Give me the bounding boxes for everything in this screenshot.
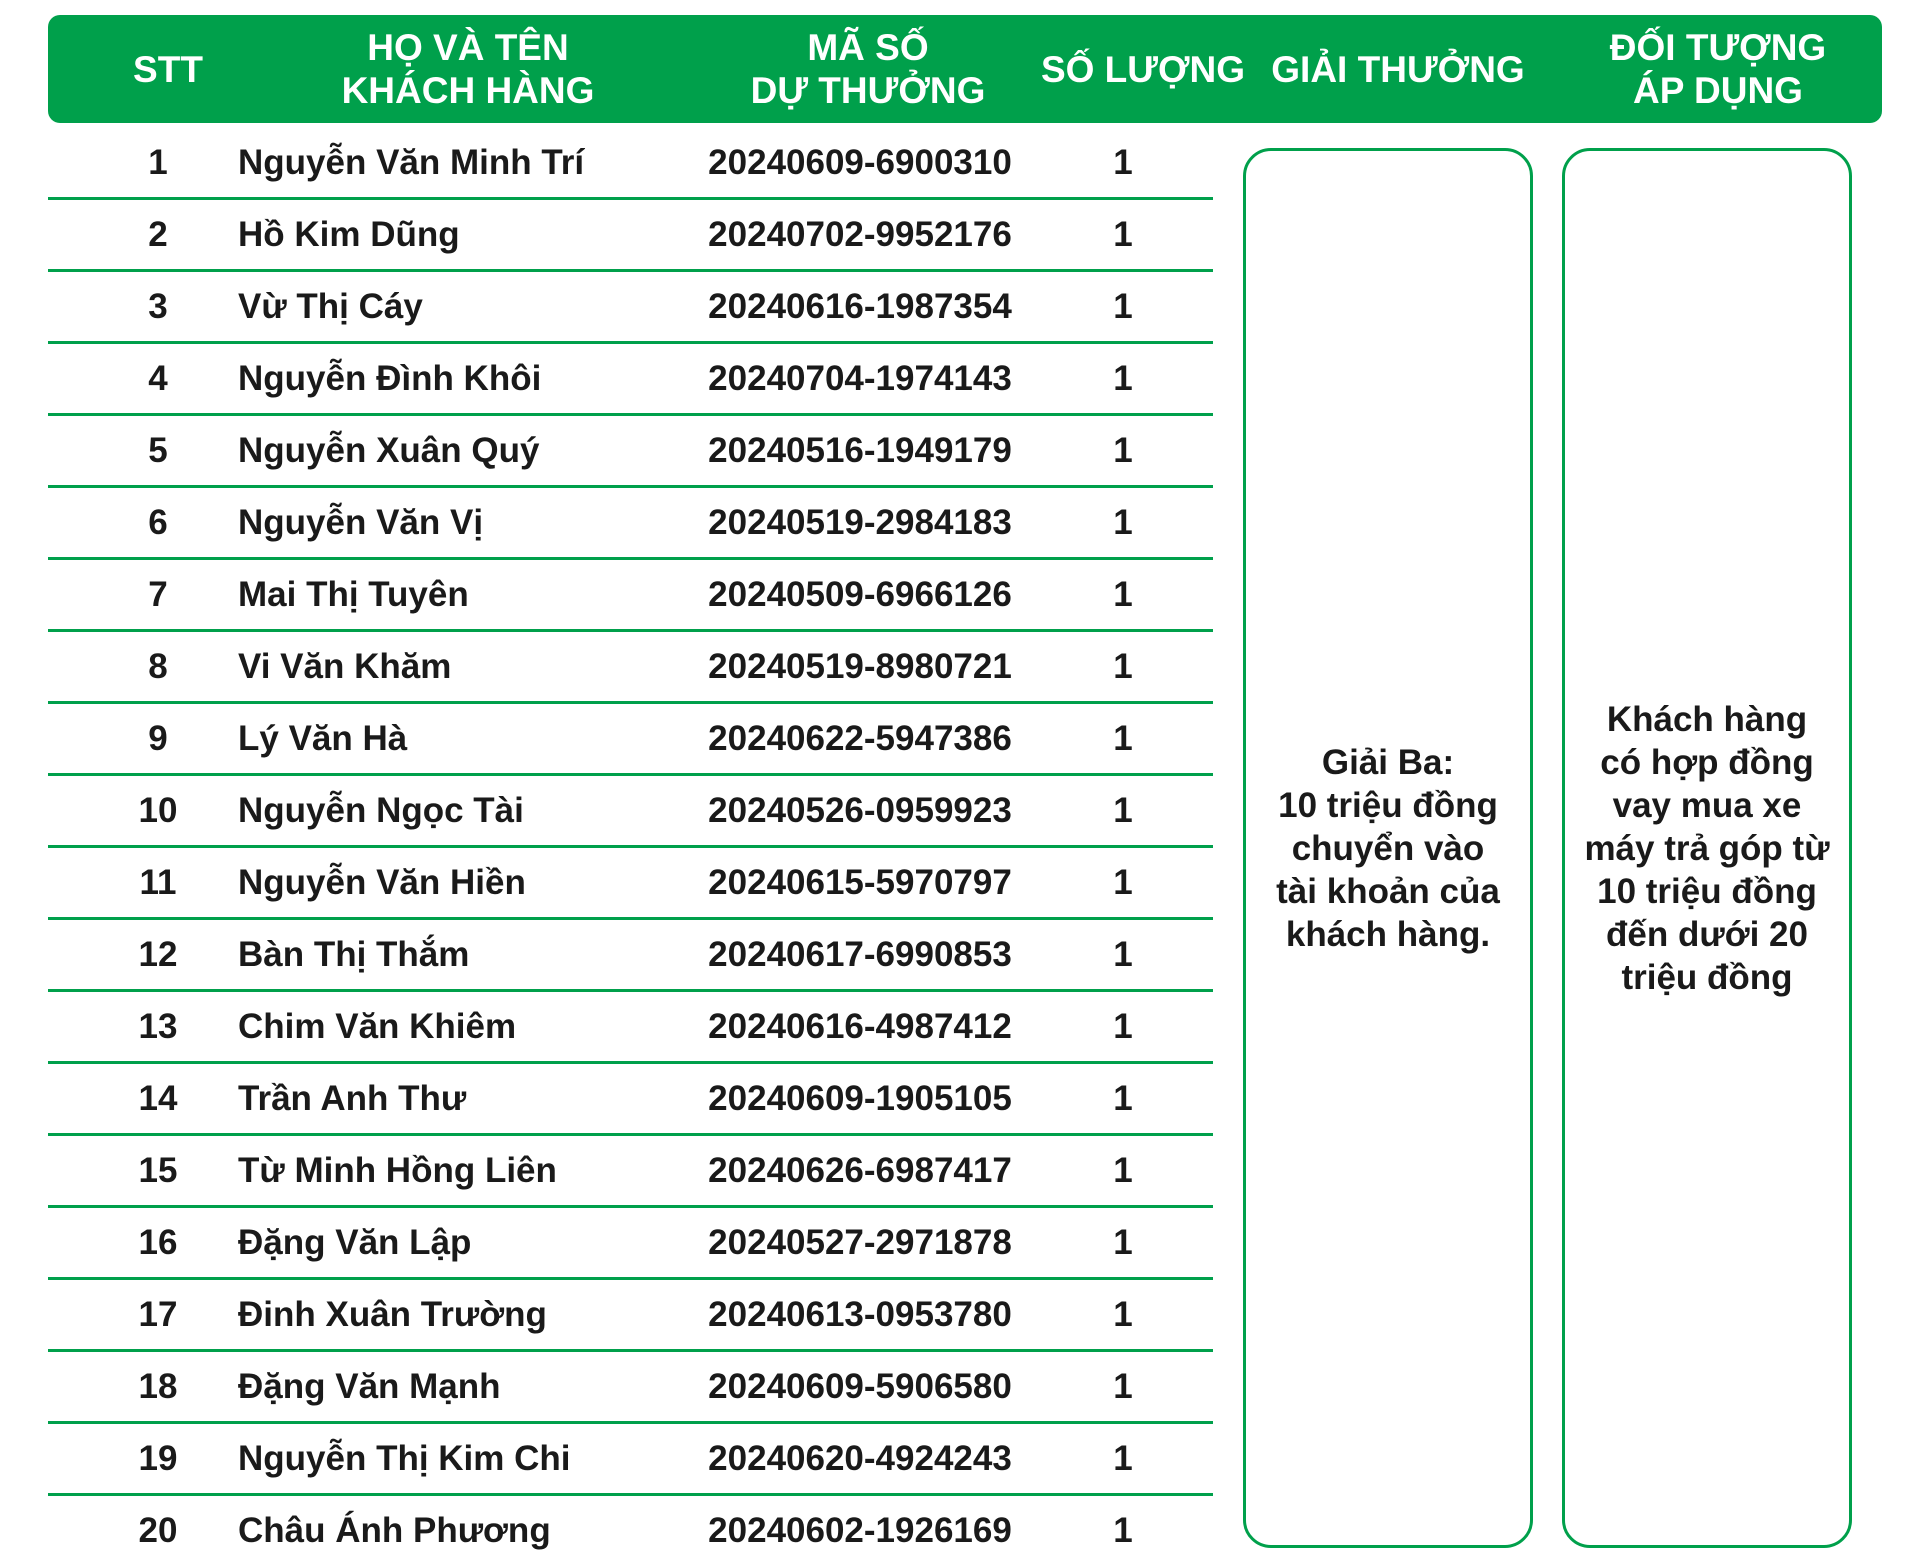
row-code: 20240509-6966126	[708, 574, 1012, 614]
header-stt: STT	[133, 48, 203, 90]
row-name: Trần Anh Thư	[238, 1078, 467, 1118]
row-quantity: 1	[1113, 1438, 1133, 1478]
row-code: 20240516-1949179	[708, 430, 1012, 470]
row-name: Nguyễn Thị Kim Chi	[238, 1438, 571, 1478]
row-quantity: 1	[1113, 1150, 1133, 1190]
row-stt: 15	[138, 1150, 178, 1190]
table-row	[48, 1136, 1213, 1208]
row-stt: 5	[148, 430, 168, 470]
row-name: Từ Minh Hồng Liên	[238, 1150, 557, 1190]
row-quantity: 1	[1113, 1366, 1133, 1406]
row-code: 20240519-2984183	[708, 502, 1012, 542]
row-quantity: 1	[1113, 286, 1133, 326]
row-name: Chim Văn Khiêm	[238, 1006, 517, 1046]
row-quantity: 1	[1113, 1078, 1133, 1118]
row-code: 20240702-9952176	[708, 214, 1012, 254]
row-code: 20240616-1987354	[708, 286, 1012, 326]
row-code: 20240626-6987417	[708, 1150, 1012, 1190]
table-row	[48, 632, 1213, 704]
row-code: 20240615-5970797	[708, 862, 1012, 902]
row-name: Nguyễn Văn Hiền	[238, 862, 526, 902]
row-stt: 8	[148, 646, 168, 686]
row-name: Nguyễn Ngọc Tài	[238, 790, 524, 830]
row-code: 20240527-2971878	[708, 1222, 1012, 1262]
row-code: 20240602-1926169	[708, 1510, 1012, 1550]
row-name: Vi Văn Khăm	[238, 646, 452, 686]
row-stt: 12	[138, 934, 178, 974]
prize-box: Giải Ba: 10 triệu đồng chuyển vào tài khoản của khách hàng.	[1243, 148, 1533, 1548]
table-header	[48, 15, 1882, 123]
row-stt: 13	[138, 1006, 178, 1046]
row-quantity: 1	[1113, 646, 1133, 686]
row-stt: 2	[148, 214, 168, 254]
row-code: 20240519-8980721	[708, 646, 1012, 686]
row-name: Nguyễn Xuân Quý	[238, 430, 540, 470]
row-stt: 16	[138, 1222, 178, 1262]
row-quantity: 1	[1113, 214, 1133, 254]
row-stt: 6	[148, 502, 168, 542]
header-code: MÃ SỐ DỰ THƯỞNG	[750, 27, 986, 111]
row-quantity: 1	[1113, 1222, 1133, 1262]
table-row	[48, 1424, 1213, 1496]
row-quantity: 1	[1113, 934, 1133, 974]
row-quantity: 1	[1113, 1510, 1133, 1550]
row-code: 20240609-5906580	[708, 1366, 1012, 1406]
row-quantity: 1	[1113, 574, 1133, 614]
row-code: 20240622-5947386	[708, 718, 1012, 758]
row-code: 20240704-1974143	[708, 358, 1012, 398]
table-row	[48, 1208, 1213, 1280]
row-stt: 14	[138, 1078, 178, 1118]
row-stt: 19	[138, 1438, 178, 1478]
row-stt: 1	[148, 142, 168, 182]
table-row	[48, 488, 1213, 560]
table-row	[48, 1064, 1213, 1136]
table-row	[48, 200, 1213, 272]
table-row	[48, 416, 1213, 488]
row-quantity: 1	[1113, 502, 1133, 542]
row-name: Đặng Văn Lập	[238, 1222, 472, 1262]
row-code: 20240526-0959923	[708, 790, 1012, 830]
row-code: 20240616-4987412	[708, 1006, 1012, 1046]
row-quantity: 1	[1113, 718, 1133, 758]
table-row	[48, 1496, 1213, 1568]
row-quantity: 1	[1113, 862, 1133, 902]
row-name: Vừ Thị Cáy	[238, 286, 423, 326]
row-code: 20240609-1905105	[708, 1078, 1012, 1118]
table-row	[48, 704, 1213, 776]
table-row	[48, 992, 1213, 1064]
header-prize: GIẢI THƯỞNG	[1271, 48, 1525, 90]
table-row	[48, 344, 1213, 416]
row-quantity: 1	[1113, 358, 1133, 398]
table-row	[48, 1352, 1213, 1424]
row-stt: 4	[148, 358, 168, 398]
row-stt: 10	[138, 790, 178, 830]
header-name: HỌ VÀ TÊN KHÁCH HÀNG	[341, 27, 595, 111]
row-name: Đặng Văn Mạnh	[238, 1366, 501, 1406]
table-row	[48, 848, 1213, 920]
row-stt: 7	[148, 574, 168, 614]
row-code: 20240620-4924243	[708, 1438, 1012, 1478]
row-code: 20240613-0953780	[708, 1294, 1012, 1334]
header-target: ĐỐI TƯỢNG ÁP DỤNG	[1609, 27, 1827, 111]
table-row	[48, 560, 1213, 632]
row-name: Hồ Kim Dũng	[238, 214, 460, 254]
header-quantity: SỐ LƯỢNG	[1040, 48, 1246, 90]
row-quantity: 1	[1113, 142, 1133, 182]
row-stt: 17	[138, 1294, 178, 1334]
row-stt: 3	[148, 286, 168, 326]
row-name: Đinh Xuân Trường	[238, 1294, 547, 1334]
row-code: 20240617-6990853	[708, 934, 1012, 974]
row-quantity: 1	[1113, 790, 1133, 830]
row-name: Nguyễn Văn Vị	[238, 502, 484, 542]
row-name: Nguyễn Văn Minh Trí	[238, 142, 585, 182]
row-stt: 20	[138, 1510, 178, 1550]
table-row	[48, 272, 1213, 344]
table-row	[48, 920, 1213, 992]
row-stt: 18	[138, 1366, 178, 1406]
row-code: 20240609-6900310	[708, 142, 1012, 182]
row-name: Lý Văn Hà	[238, 718, 408, 758]
row-quantity: 1	[1113, 430, 1133, 470]
row-stt: 9	[148, 718, 168, 758]
row-quantity: 1	[1113, 1294, 1133, 1334]
row-name: Châu Ánh Phương	[238, 1510, 551, 1550]
table-row	[48, 1280, 1213, 1352]
winners-table-body	[48, 128, 1213, 1568]
target-box: Khách hàng có hợp đồng vay mua xe máy trả góp từ 10 triệu đồng đến dưới 20 triệu đồng	[1562, 148, 1852, 1548]
table-row	[48, 128, 1213, 200]
table-row	[48, 776, 1213, 848]
row-quantity: 1	[1113, 1006, 1133, 1046]
row-stt: 11	[139, 862, 177, 902]
row-name: Bàn Thị Thắm	[238, 934, 470, 974]
row-name: Nguyễn Đình Khôi	[238, 358, 542, 398]
row-name: Mai Thị Tuyên	[238, 574, 469, 614]
